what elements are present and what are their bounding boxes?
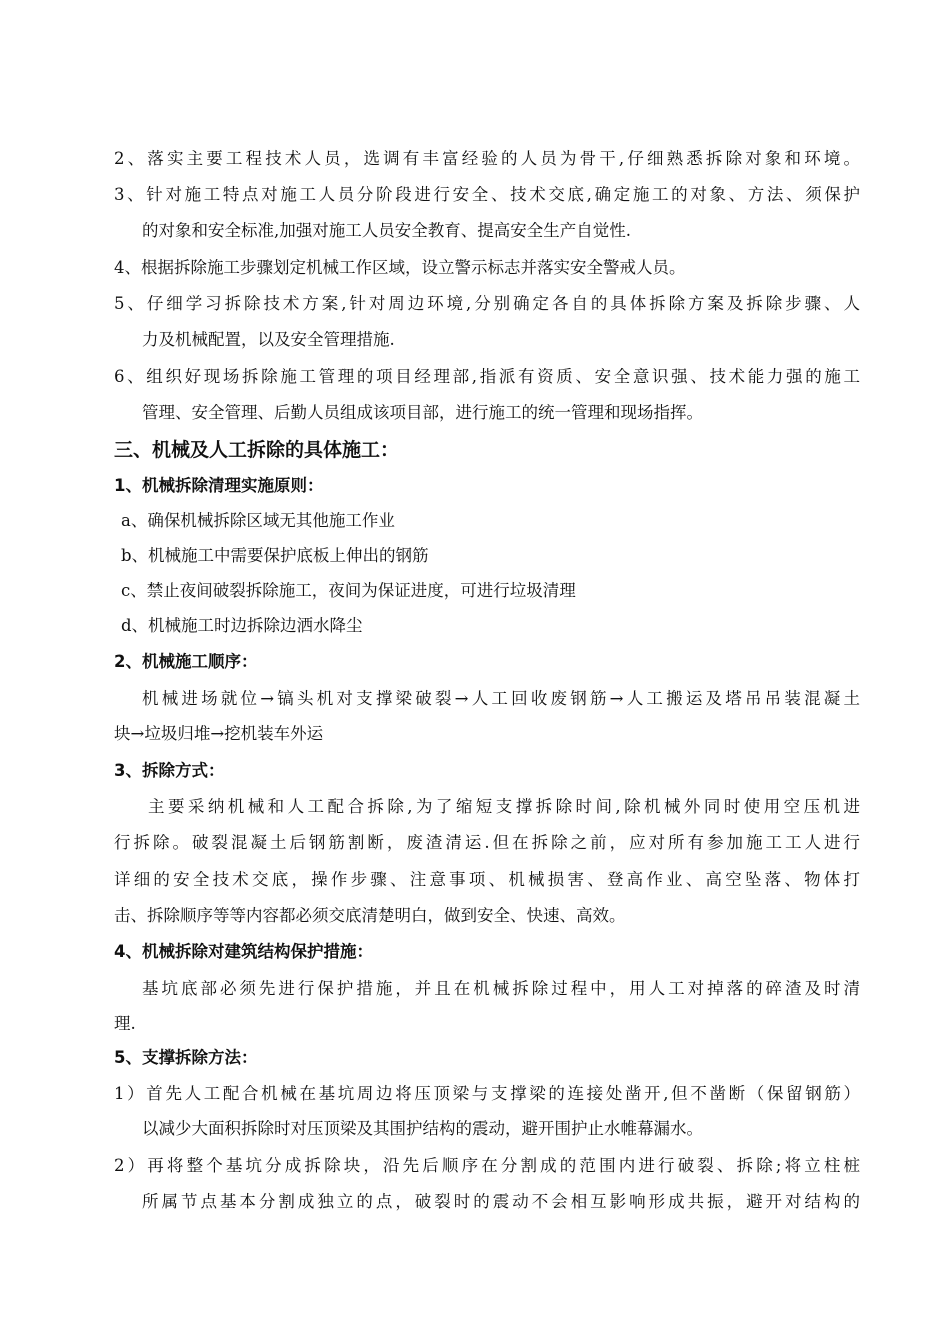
list-item-5-line-2: 力及机械配置，以及安全管理措施. [142, 330, 395, 349]
section-3-title: 三、机械及人工拆除的具体施工： [114, 439, 400, 461]
list-item-5-line-1: 5、仔细学习拆除技术方案,针对周边环境,分别确定各自的具体拆除方案及拆除步骤、人 [114, 294, 860, 313]
principle-item-d: d、机械施工时边拆除边洒水降尘 [121, 616, 363, 635]
principle-item-b: b、机械施工中需要保护底板上伸出的钢筋 [121, 546, 429, 565]
subsection-3-heading: 3、拆除方式： [114, 761, 225, 780]
subsection-1-heading: 1、机械拆除清理实施原则： [114, 476, 324, 495]
removal-item-1-line-1: 1）首先人工配合机械在基坑周边将压顶梁与支撑梁的连接处凿开,但不凿断（保留钢筋） [114, 1084, 860, 1103]
method-line-1: 主要采纳机械和人工配合拆除,为了缩短支撑拆除时间,除机械外同时使用空压机进 [148, 797, 860, 816]
list-item-6-line-1: 6、组织好现场拆除施工管理的项目经理部,指派有资质、安全意识强、技术能力强的施工 [114, 367, 860, 386]
principle-item-c: c、禁止夜间破裂拆除施工，夜间为保证进度，可进行垃圾清理 [121, 581, 576, 600]
subsection-2-heading: 2、机械施工顺序： [114, 652, 258, 671]
list-item-2: 2、落实主要工程技术人员，选调有丰富经验的人员为骨干,仔细熟悉拆除对象和环境。 [114, 149, 860, 168]
protection-line-1: 基坑底部必须先进行保护措施，并且在机械拆除过程中，用人工对掉落的碎渣及时清 [142, 979, 860, 998]
protection-line-2: 理. [114, 1014, 136, 1033]
removal-item-2-line-1: 2）再将整个基坑分成拆除块，沿先后顺序在分割成的范围内进行破裂、拆除;将立柱桩 [114, 1156, 860, 1175]
removal-item-1-line-2: 以减少大面积拆除时对压顶梁及其围护结构的震动，避开围护止水帷幕漏水。 [142, 1119, 703, 1138]
sequence-line-2: 块→垃圾归堆→挖机装车外运 [114, 724, 324, 743]
list-item-3-line-2: 的对象和安全标准,加强对施工人员安全教育、提高安全生产自觉性. [142, 221, 631, 240]
sequence-line-1: 机械进场就位→镐头机对支撑梁破裂→人工回收废钢筋→人工搬运及塔吊吊装混凝土 [142, 689, 860, 708]
method-line-4: 击、拆除顺序等等内容都必须交底清楚明白，做到安全、快速、高效。 [114, 906, 626, 925]
method-line-3: 详细的安全技术交底，操作步骤、注意事项、机械损害、登高作业、高空坠落、物体打 [114, 870, 860, 889]
list-item-4: 4、根据拆除施工步骤划定机械工作区域，设立警示标志并落实安全警戒人员。 [114, 258, 686, 277]
principle-item-a: a、确保机械拆除区域无其他施工作业 [121, 511, 395, 530]
subsection-5-heading: 5、支撑拆除方法： [114, 1048, 258, 1067]
method-line-2: 行拆除。破裂混凝土后钢筋割断，废渣清运.但在拆除之前，应对所有参加施工工人进行 [114, 833, 860, 852]
subsection-4-heading: 4、机械拆除对建筑结构保护措施： [114, 942, 373, 961]
list-item-3-line-1: 3、针对施工特点对施工人员分阶段进行安全、技术交底,确定施工的对象、方法、须保护 [114, 185, 860, 204]
list-item-6-line-2: 管理、安全管理、后勤人员组成该项目部，进行施工的统一管理和现场指挥。 [142, 403, 703, 422]
removal-item-2-line-2: 所属节点基本分割成独立的点，破裂时的震动不会相互影响形成共振，避开对结构的 [142, 1192, 860, 1211]
